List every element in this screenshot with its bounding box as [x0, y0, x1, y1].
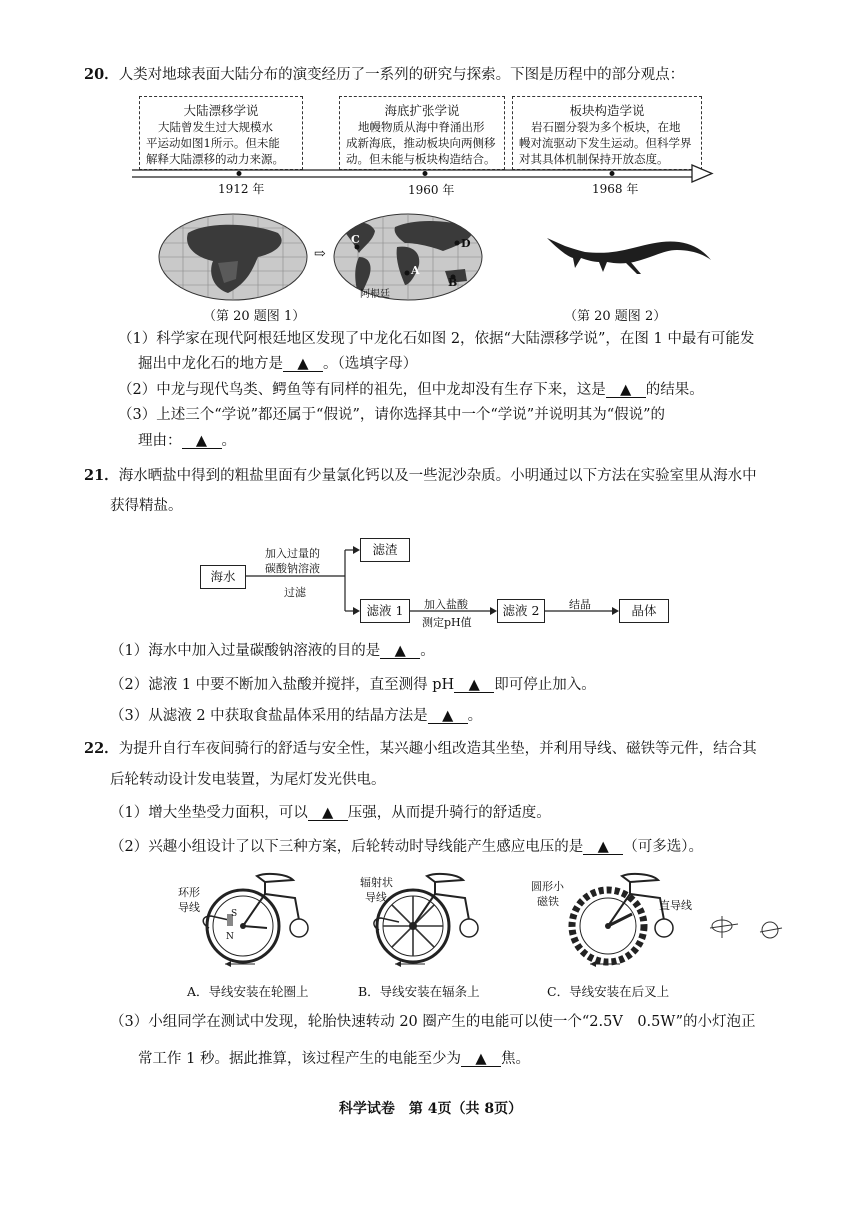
- bike-b-label-radial: 辐射状: [360, 876, 393, 889]
- arrow-icon: ⇨: [314, 246, 326, 262]
- q21-sub2-text: （2）滤液 1 中要不断加入盐酸并搅拌，直至测得 pH: [110, 677, 455, 693]
- q21-sub3: [110, 707, 482, 725]
- q20-sub3-text: 理由：: [138, 433, 182, 449]
- q21-sub3-text: （3）从滤液 2 中获取食盐晶体采用的结晶方法是: [110, 708, 428, 724]
- q20-sub3-tail: 。: [221, 433, 236, 449]
- page-footer: 科学试卷 第 4页（共 8页）: [338, 1101, 523, 1117]
- bike-a-pole-s: S: [231, 909, 238, 919]
- mesosaurus-fossil-figure: [545, 230, 715, 280]
- q22-sub3-text: 常工作 1 秒。据此推算，该过程产生的电能至少为: [138, 1051, 461, 1067]
- q22-sub1-tail: 压强，从而提升骑行的舒适度。: [347, 805, 551, 821]
- flow-step2-label: 加入盐酸: [424, 598, 468, 611]
- bike-c-label-magnet-2: 磁铁: [537, 895, 559, 908]
- q22-sub3-tail: 焦。: [500, 1051, 530, 1067]
- flow-step3-label: 结晶: [569, 598, 591, 611]
- box-title: 海底扩张学说: [384, 103, 460, 118]
- flow-step1-label-a: 加入过量的: [265, 547, 320, 560]
- q20-number: 20．: [84, 66, 119, 83]
- q22-sub2-tail: （可多选）。: [623, 839, 703, 855]
- bike-b-label-wire: 导线: [365, 891, 387, 904]
- theory-box-seafloor-spreading: [339, 96, 505, 170]
- q22-sub1-answer-blank[interactable]: ▲: [308, 806, 348, 821]
- q21-intro-line2: 获得精盐。: [110, 498, 183, 514]
- q20-sub1-text: 掘出中龙化石的地方是: [138, 356, 283, 372]
- map-label-b: B: [448, 276, 458, 289]
- bike-c-label-straight-wire: 直导线: [659, 899, 692, 912]
- fig1-caption: （第 20 题图 1）: [203, 309, 306, 324]
- option-a: A．导线安装在轮圈上: [187, 984, 309, 999]
- box-title: 大陆漂移学说: [183, 103, 259, 118]
- q21-sub1-tail: 。: [420, 643, 435, 659]
- flow-step2-ph: 测定pH值: [422, 616, 472, 629]
- q21-sub2: [110, 676, 596, 694]
- q21-number: 21．: [84, 467, 119, 484]
- q22-sub1: [110, 804, 551, 822]
- box-line: 平运动如图1所示。但未能: [146, 136, 280, 150]
- box-body: [519, 119, 695, 167]
- q21-intro-line1: [84, 467, 757, 485]
- map-label-d: D: [461, 237, 471, 250]
- box-line: 幔对流驱动下发生运动。但科学界: [519, 136, 692, 150]
- q22-sub2-text: （2）兴趣小组设计了以下三种方案，后轮转动时导线能产生感应电压的是: [110, 839, 584, 855]
- box-line: 解释大陆漂移的动力来源。: [146, 152, 284, 166]
- q22-intro-text: 为提升自行车夜间骑行的舒适与安全性，某兴趣小组改造其坐垫，并利用导线、磁铁等元件，结合其: [118, 741, 757, 757]
- flow-box-crystal: 晶体: [619, 599, 669, 623]
- map-label-a: A: [411, 264, 420, 277]
- map-label-c: C: [351, 233, 360, 246]
- q20-sub3-line2: [138, 432, 236, 450]
- q20-sub2-text: （2）中龙与现代鸟类、鳄鱼等有同样的祖先，但中龙却没有生存下来，这是: [118, 382, 606, 398]
- q21-sub2-tail: 即可停止加入。: [494, 677, 596, 693]
- box-line: 岩石圈分裂为多个板块，在地: [531, 120, 681, 134]
- q20-sub2-tail: 的结果。: [645, 382, 704, 398]
- flow-box-filtrate1: 滤液 1: [360, 599, 410, 623]
- q21-sub2-answer-blank[interactable]: ▲: [454, 678, 494, 693]
- q20-sub1-line1: （1）科学家在现代阿根廷地区发现了中龙化石如图 2，依据“大陆漂移学说”，在图 1 中最有可能发: [118, 331, 755, 347]
- bike-a-label-ring: 环形: [178, 886, 200, 899]
- theory-box-plate-tectonics: [512, 96, 702, 170]
- option-c: C．导线安装在后叉上: [547, 984, 670, 999]
- q21-sub3-answer-blank[interactable]: ▲: [428, 709, 468, 724]
- bike-a-figure: [195, 868, 315, 973]
- q22-sub2: [110, 838, 703, 856]
- box-line: 成新海底，推动板块向两侧移: [346, 136, 496, 150]
- option-b: B．导线安装在辐条上: [358, 984, 480, 999]
- year-1960: 1960 年: [408, 183, 455, 197]
- bike-c-label-magnet-1: 圆形小: [531, 880, 564, 893]
- q20-sub2: [118, 381, 704, 399]
- q22-sub3-answer-blank[interactable]: ▲: [461, 1052, 501, 1067]
- flow-box-residue: 滤渣: [360, 538, 410, 562]
- flow-step1-label-b: 碳酸钠溶液: [265, 562, 320, 575]
- q20-sub2-answer-blank[interactable]: ▲: [606, 383, 646, 398]
- q20-intro-text: 人类对地球表面大陆分布的演变经历了一系列的研究与探索。下图是历程中的部分观点：: [118, 67, 685, 83]
- flow-box-seawater: 海水: [200, 565, 246, 589]
- q22-intro-line1: [84, 740, 757, 758]
- pencil-doodle: [708, 910, 788, 950]
- year-1968: 1968 年: [592, 182, 639, 196]
- q22-number: 22．: [84, 740, 119, 757]
- q21-intro-text: 海水晒盐中得到的粗盐里面有少量氯化钙以及一些泥沙杂质。小明通过以下方法在实验室里从海水中: [118, 468, 757, 484]
- fig2-caption: （第 20 题图 2）: [564, 309, 667, 324]
- box-line: 动。但未能与板块构造结合。: [346, 152, 496, 166]
- q21-sub3-tail: 。: [467, 708, 483, 724]
- q20-sub3-line1: （3）上述三个“学说”都还属于“假说”，请你选择其中一个“学说”并说明其为“假说”的: [118, 407, 666, 423]
- q20-intro: [84, 66, 684, 84]
- box-body: [346, 119, 498, 167]
- year-1912: 1912 年: [218, 182, 265, 196]
- flow-step1-filter: 过滤: [284, 586, 306, 599]
- modern-map-figure: [333, 213, 483, 301]
- box-title: 板块构造学说: [569, 103, 645, 118]
- q20-sub1-line2: [138, 355, 417, 373]
- q22-sub3-line2: [138, 1050, 530, 1068]
- q21-sub1: [110, 642, 435, 660]
- flow-box-filtrate2: 滤液 2: [497, 599, 545, 623]
- q21-sub1-text: （1）海水中加入过量碳酸钠溶液的目的是: [110, 643, 381, 659]
- q22-sub2-answer-blank[interactable]: ▲: [583, 840, 623, 855]
- q22-sub3-line1: （3）小组同学在测试中发现，轮胎快速转动 20 圈产生的电能可以使一个“2.5V 0.5W”的小灯泡正: [110, 1014, 756, 1030]
- q21-sub1-answer-blank[interactable]: ▲: [380, 644, 420, 659]
- box-line: 大陆曾发生过大规模水: [158, 120, 273, 134]
- bike-c-figure: [560, 868, 680, 973]
- q20-sub1-answer-blank[interactable]: ▲: [283, 357, 323, 372]
- q20-sub3-answer-blank[interactable]: ▲: [182, 434, 222, 449]
- box-line: 地幔物质从海中脊涌出形: [358, 120, 485, 134]
- q20-sub1-tail: 。（选填字母）: [323, 356, 418, 372]
- bike-a-label-wire: 导线: [178, 901, 200, 914]
- box-line: 对其具体机制保持开放态度。: [519, 152, 669, 166]
- pangaea-map-figure: [158, 213, 308, 301]
- map-label-argentina: 阿根廷: [360, 289, 390, 300]
- q22-sub1-text: （1）增大坐垫受力面积，可以: [110, 805, 308, 821]
- box-body: [146, 119, 296, 167]
- q22-intro-line2: 后轮转动设计发电装置，为尾灯发光供电。: [110, 772, 386, 788]
- bike-a-pole-n: N: [226, 932, 234, 942]
- theory-box-continental-drift: [139, 96, 303, 170]
